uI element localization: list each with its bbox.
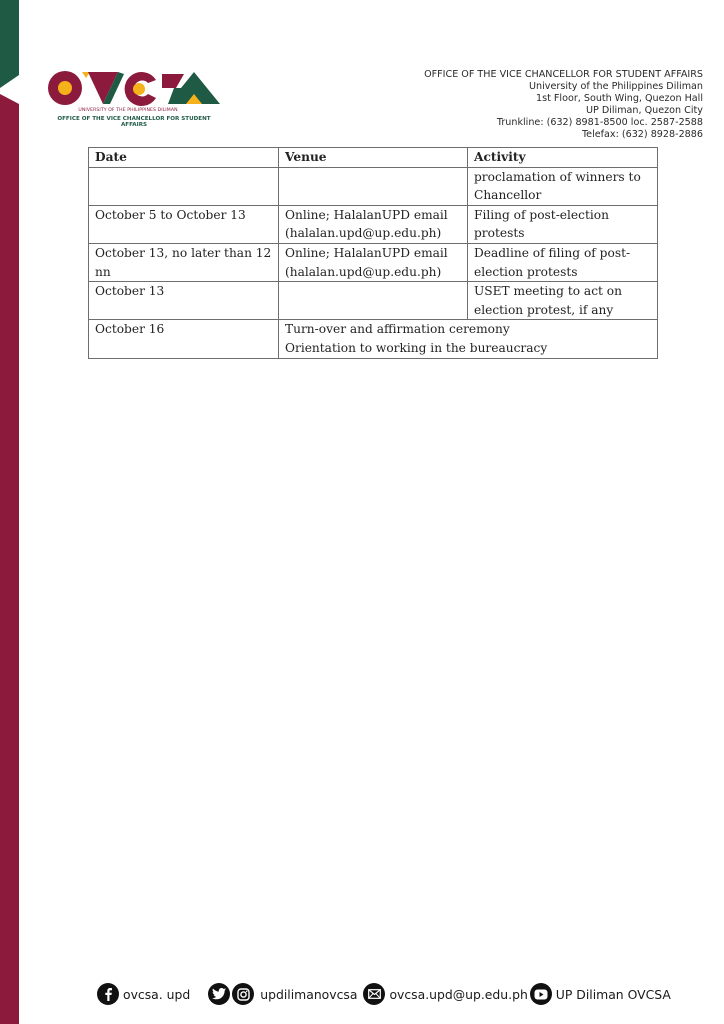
cell-activity: USET meeting to act on election protest, if any [468, 282, 658, 320]
office-address [424, 69, 703, 141]
twitter-icon[interactable] [208, 983, 230, 1005]
address-floor: 1st Floor, South Wing, Quezon Hall [535, 93, 703, 104]
footer-contacts [97, 981, 671, 1007]
cell-venue: Online; HalalanUPD email (halalan.upd@up.edu.ph) [279, 243, 468, 281]
youtube-channel[interactable]: UP Diliman OVCSA [555, 986, 671, 1002]
activity-line-2: Orientation to working in the bureaucracy [285, 340, 548, 355]
cell-activity: Deadline of filing of post-election protests [468, 243, 658, 281]
election-schedule-table [88, 147, 658, 359]
left-decorative-stripe [0, 0, 19, 1024]
facebook-icon[interactable] [97, 983, 119, 1005]
header-date: Date [89, 148, 279, 168]
header-venue: Venue [279, 148, 468, 168]
address-telefax: Telefax: (632) 8928-2886 [581, 129, 703, 140]
facebook-handle[interactable]: ovcsa. upd [123, 986, 191, 1002]
table-header-row [89, 148, 658, 168]
cell-date [89, 167, 279, 205]
cell-venue-activity-merged [279, 320, 658, 358]
address-office: OFFICE OF THE VICE CHANCELLOR FOR STUDENT AFFAIRS [424, 69, 703, 80]
cell-date: October 13, no later than 12 nn [89, 243, 279, 281]
cell-date: October 13 [89, 282, 279, 320]
cell-activity: Filing of post-election protests [468, 205, 658, 243]
instagram-icon[interactable] [232, 983, 254, 1005]
cell-venue: Online; HalalanUPD email (halalan.upd@up.edu.ph) [279, 205, 468, 243]
address-trunkline: Trunkline: (632) 8981-8500 loc. 2587-2588 [496, 117, 703, 128]
table-row [89, 205, 658, 243]
address-city: UP Diliman, Quezon City [585, 105, 703, 116]
mail-icon[interactable] [363, 983, 385, 1005]
cell-venue [279, 282, 468, 320]
cell-venue [279, 167, 468, 205]
email-address[interactable]: ovcsa.upd@up.edu.ph [389, 986, 528, 1002]
cell-date: October 16 [89, 320, 279, 358]
youtube-icon[interactable] [530, 983, 552, 1005]
cell-activity: proclamation of winners to Chancellor [468, 167, 658, 205]
table-row [89, 282, 658, 320]
table-row [89, 320, 658, 358]
instagram-handle[interactable]: updilimanovcsa [260, 986, 358, 1002]
logo-subtitle-university: UNIVERSITY OF THE PHILIPPINES DILIMAN [78, 108, 178, 113]
address-university: University of the Philippines Diliman [529, 81, 703, 92]
table-row [89, 167, 658, 205]
cell-date: October 5 to October 13 [89, 205, 279, 243]
table-row [89, 243, 658, 281]
logo-subtitle-office: OFFICE OF THE VICE CHANCELLOR FOR STUDENT AFFAIRS [57, 116, 211, 128]
activity-line-1: Turn-over and affirmation ceremony [285, 322, 510, 337]
ovcsa-wordmark-icon [44, 68, 224, 108]
header-activity: Activity [468, 148, 658, 168]
